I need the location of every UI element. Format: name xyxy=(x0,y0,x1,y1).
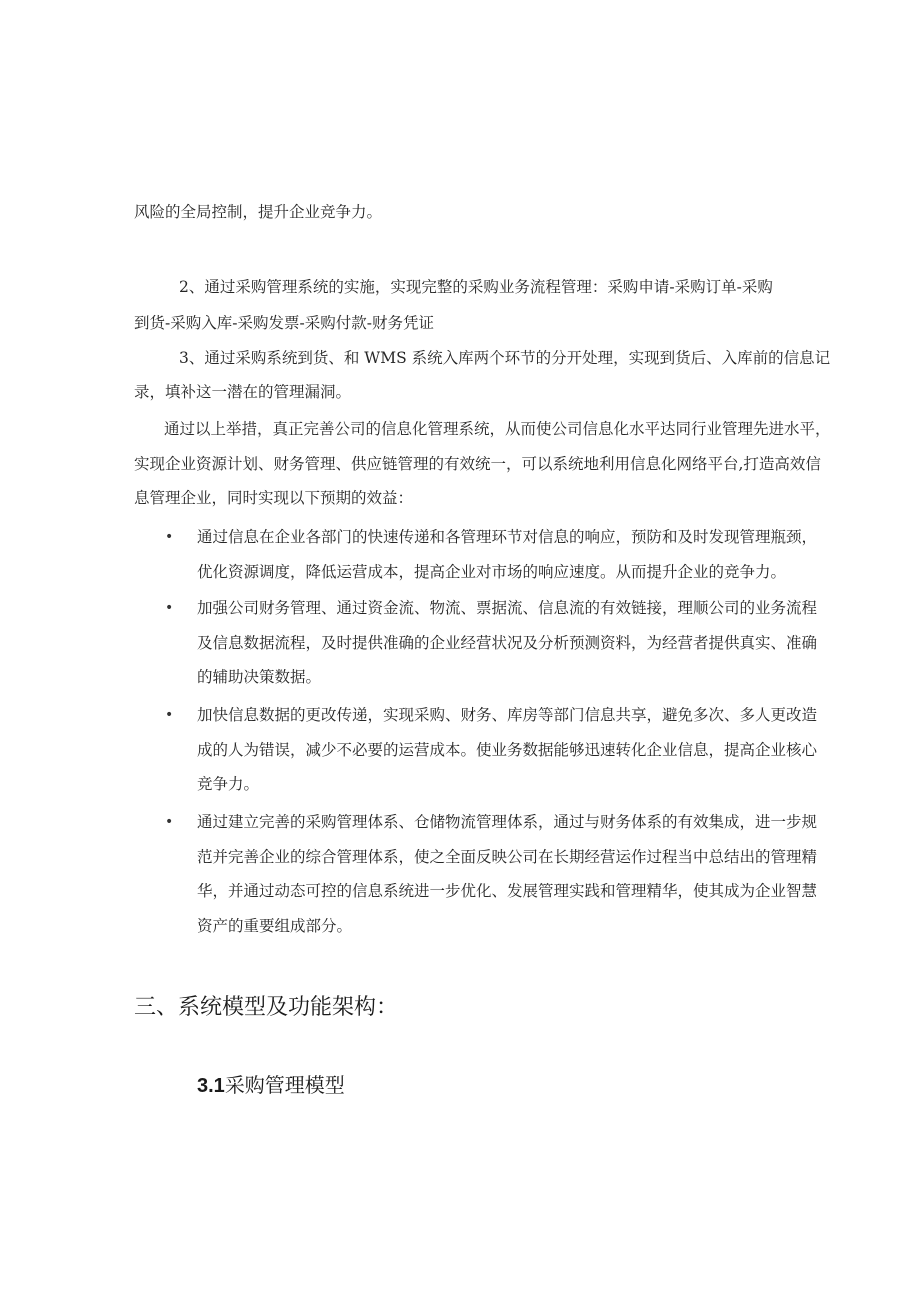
benefit2-line3: 的辅助决策数据。 xyxy=(197,668,322,686)
summary-line3: 息管理企业，同时实现以下预期的效益： xyxy=(134,489,414,507)
benefit4-line2: 范并完善企业的综合管理体系，使之全面反映公司在长期经营运作过程当中总结出的管理精 xyxy=(197,848,818,866)
benefit4-line4: 资产的重要组成部分。 xyxy=(197,917,353,935)
section-3-heading: 三、系统模型及功能架构： xyxy=(134,995,399,1020)
benefit3-line3: 竞争力。 xyxy=(197,775,260,793)
item2-line2: 到货-采购入库-采购发票-采购付款-财务凭证 xyxy=(134,314,434,332)
section-3-1-number: 3.1 xyxy=(197,1075,225,1097)
bullet-icon: • xyxy=(165,814,174,830)
bullet-icon: • xyxy=(165,529,174,545)
benefit2-line1: 加强公司财务管理、通过资金流、物流、票据流、信息流的有效链接，理顺公司的业务流程 xyxy=(197,599,818,617)
section-3-1-title: 采购管理模型 xyxy=(224,1073,345,1097)
bullet-icon: • xyxy=(165,707,174,723)
benefit4-line3: 华，并通过动态可控的信息系统进一步优化、发展管理实践和管理精华，使其成为企业智慧 xyxy=(197,882,818,900)
benefit1-line2: 优化资源调度，降低运营成本，提高企业对市场的响应速度。从而提升企业的竞争力。 xyxy=(197,563,787,581)
summary-line1: 通过以上举措，真正完善公司的信息化管理系统，从而使公司信息化水平达同行业管理先进水平， xyxy=(164,420,831,438)
item2-line1: 2、通过采购管理系统的实施，实现完整的采购业务流程管理：采购申请-采购订单-采购 xyxy=(179,278,773,296)
benefit3-line2: 成的人为错误，减少不必要的运营成本。使业务数据能够迅速转化企业信息，提高企业核心 xyxy=(197,741,818,759)
benefit2-line2: 及信息数据流程，及时提供准确的企业经营状况及分析预测资料，为经营者提供真实、准确 xyxy=(197,634,818,652)
benefit1-line1: 通过信息在企业各部门的快速传递和各管理环节对信息的响应，预防和及时发现管理瓶颈， xyxy=(197,528,818,546)
intro-tail-text: 风险的全局控制，提升企业竞争力。 xyxy=(134,203,383,221)
item3-line2: 录，填补这一潜在的管理漏洞。 xyxy=(134,383,352,401)
summary-line2: 实现企业资源计划、财务管理、供应链管理的有效统一，可以系统地利用信息化网络平台,打造高效信 xyxy=(134,455,821,473)
benefit4-line1: 通过建立完善的采购管理体系、仓储物流管理体系，通过与财务体系的有效集成，进一步规 xyxy=(197,813,818,831)
section-3-1-heading xyxy=(197,1071,345,1100)
item3-line1: 3、通过采购系统到货、和 WMS 系统入库两个环节的分开处理，实现到货后、入库前的信息记 xyxy=(179,349,831,367)
benefit3-line1: 加快信息数据的更改传递，实现采购、财务、库房等部门信息共享，避免多次、多人更改造 xyxy=(197,706,818,724)
bullet-icon: • xyxy=(165,600,174,616)
